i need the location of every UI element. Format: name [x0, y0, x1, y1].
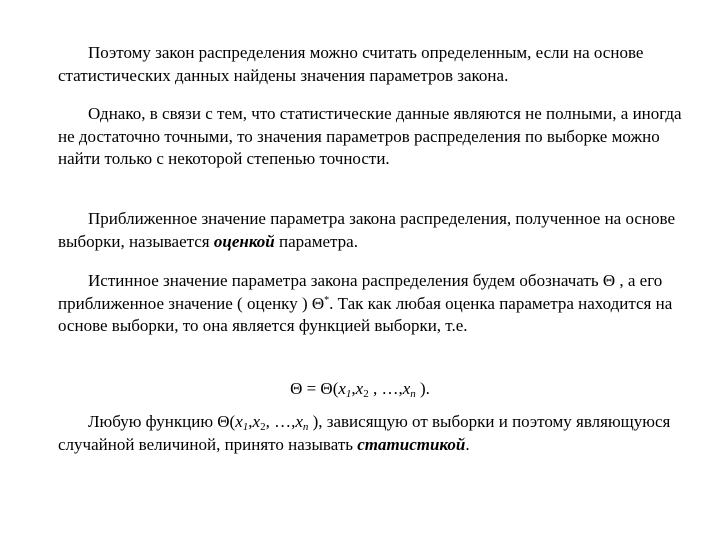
p5-x2: x — [252, 412, 261, 431]
p5-sep1: , — [248, 412, 253, 431]
p5-x1: x — [235, 412, 243, 431]
formula-x2: x — [355, 379, 364, 398]
p5-x2-subscript: 2 — [260, 421, 266, 433]
p5-xn: x — [295, 412, 303, 431]
paragraph-statistic-definition — [58, 411, 688, 456]
p5-text-after: ), зависящую от выборки и поэтому являющуюся случайной величиной, принято называть — [58, 412, 671, 454]
formula-xn: x — [402, 379, 411, 398]
p3-text-after: параметра. — [274, 231, 358, 251]
term-estimate: оценкой — [213, 231, 275, 251]
formula-theta-function — [0, 378, 720, 401]
term-statistic: статистикой — [357, 434, 466, 454]
p5-x1-subscript: 1 — [242, 421, 249, 433]
p4-text-before: Истинное значение параметра закона распределения будем обозначать Θ , а его приближенное значение ( оценку ) Θ — [58, 271, 663, 313]
p4-text-after: . Так как любая оценка параметра находится на основе выборки, то она является функцией выборки, т.е. — [58, 293, 673, 335]
formula-x1-subscript: 1 — [345, 388, 352, 400]
paragraph-theta-notation — [58, 270, 688, 338]
p5-end: . — [465, 434, 470, 454]
formula-lhs: Θ = Θ( — [290, 379, 339, 398]
formula-xn-subscript: n — [410, 388, 416, 400]
formula-x1: x — [338, 379, 346, 398]
formula-close: ). — [415, 379, 430, 398]
p3-text-before: Приближенное значение параметра закона распределения, полученное на основе выборки, называется — [58, 209, 676, 251]
formula-sep1: , — [351, 379, 356, 398]
formula-sep2: , …, — [368, 379, 403, 398]
paragraph-estimate-definition — [58, 208, 688, 253]
p5-xn-subscript: n — [302, 421, 309, 433]
formula-x2-subscript: 2 — [363, 388, 369, 400]
estimate-star: * — [324, 294, 330, 306]
p5-text-before: Любую функцию Θ( — [88, 412, 236, 431]
paragraph-accuracy: Однако, в связи с тем, что статистические данные являются не полными, а иногда не достаточно точными, то значения параметров распределения по выборке можно найти только с некоторой степенью точности. — [58, 104, 682, 168]
p5-middle: , …, — [265, 412, 296, 431]
paragraph-law-determined: Поэтому закон распределения можно считать определенным, если на основе статистических данных найдены значения параметров закона. — [58, 43, 644, 85]
